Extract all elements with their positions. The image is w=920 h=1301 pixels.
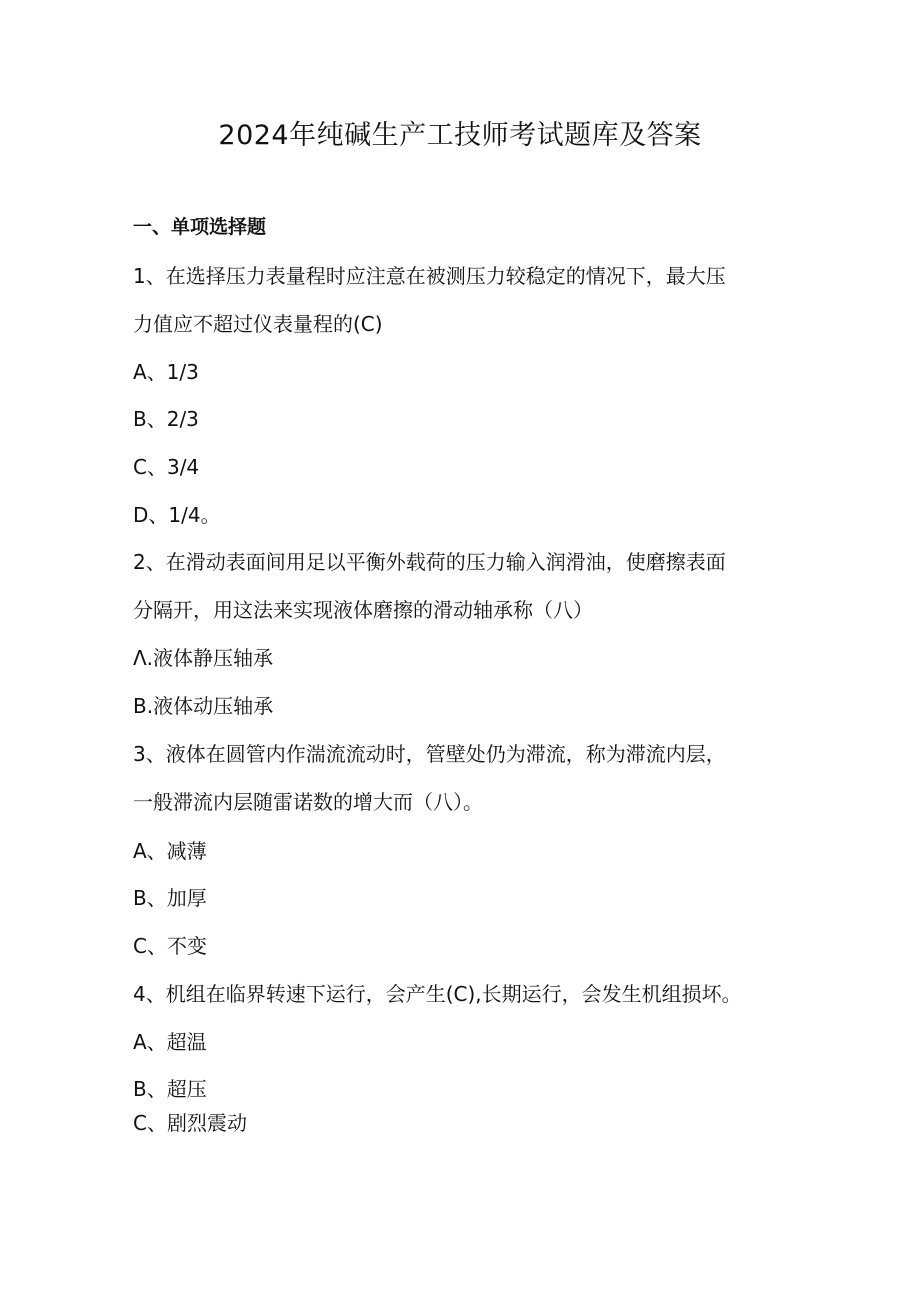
question-2-option-b: B.液体动压轴承 [133, 694, 274, 718]
question-4-line-1: 4、机组在临界转速下运行，会产生(C),长期运行，会发生机组损坏。 [133, 982, 742, 1006]
document-title: 2024年纯碱生产工技师考试题库及答案 [218, 120, 702, 151]
question-3-line-1: 3、液体在圆管内作湍流流动时，管壁处仍为滞流，称为滞流内层， [133, 742, 726, 766]
question-1-option-c: C、3/4 [133, 455, 200, 479]
question-4-option-a: A、超温 [133, 1030, 207, 1054]
question-3-option-b: B、加厚 [133, 886, 207, 910]
question-3-option-a: A、减薄 [133, 839, 207, 863]
question-3-line-2: 一般滞流内层随雷诺数的增大而（八）。 [133, 790, 483, 814]
question-1-option-d: D、1/4。 [133, 503, 221, 527]
question-1-option-b: B、2/3 [133, 407, 199, 431]
question-3-option-c: C、不变 [133, 934, 207, 958]
question-1-line-1: 1、在选择压力表量程时应注意在被测压力较稳定的情况下，最大压 [133, 264, 726, 288]
question-4-option-c: C、剧烈震动 [133, 1111, 247, 1135]
section-heading: 一、单项选择题 [133, 216, 267, 238]
question-2-line-1: 2、在滑动表面间用足以平衡外载荷的压力输入润滑油，使磨擦表面 [133, 550, 726, 574]
question-1-option-a: A、1/3 [133, 360, 199, 384]
question-4-option-b: B、超压 [133, 1077, 207, 1101]
question-2-option-a: Λ.液体静压轴承 [133, 646, 274, 670]
question-1-line-2: 力值应不超过仪表量程的(C) [133, 312, 383, 336]
question-2-line-2: 分隔开，用这法来实现液体磨擦的滑动轴承称（八） [133, 598, 593, 622]
